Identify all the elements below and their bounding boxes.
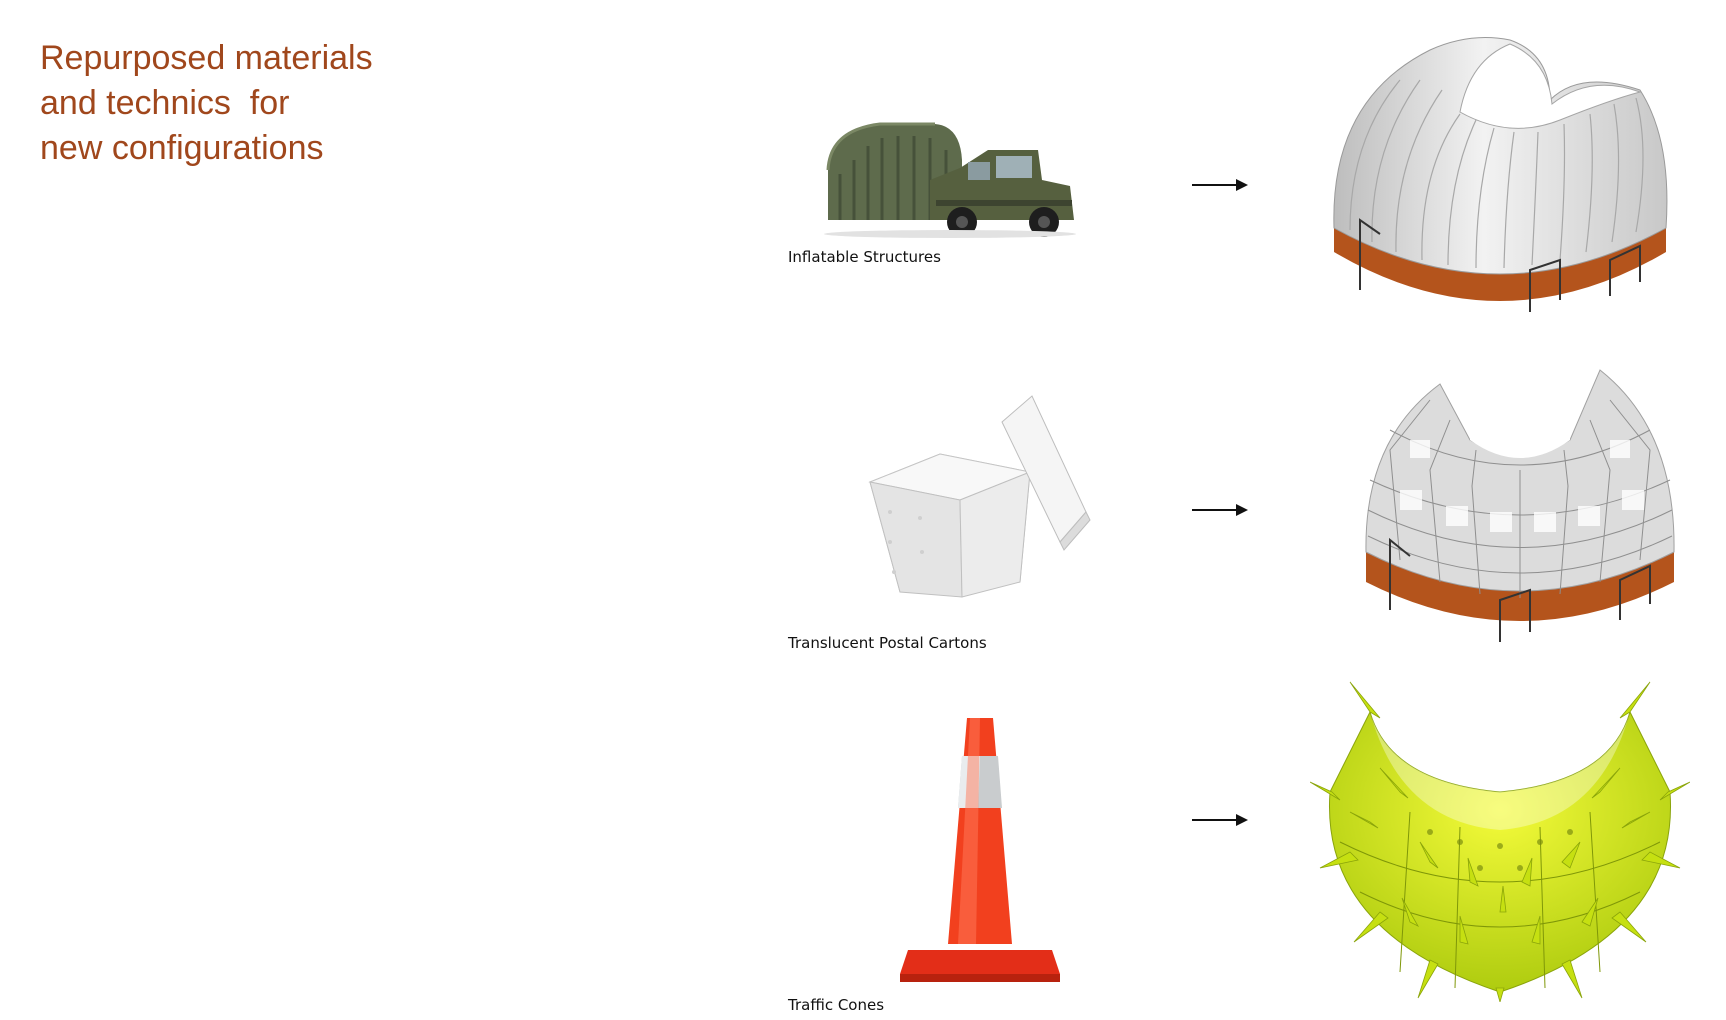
postal-carton-image: [860, 392, 1100, 602]
right-arrow-icon: [1192, 810, 1248, 830]
title-line-3: new configurations: [40, 129, 324, 167]
traffic-cone-image: [900, 712, 1060, 988]
title-line-1: Repurposed materials: [40, 39, 373, 77]
caption-traffic-cones: Traffic Cones: [788, 996, 885, 1014]
spiked-cone-shell-image: [1310, 672, 1690, 1002]
right-arrow-icon: [1192, 175, 1248, 195]
page-title: [40, 36, 560, 171]
carton-dome-image: [1360, 360, 1680, 660]
caption-translucent-postal-cartons: Translucent Postal Cartons: [788, 634, 987, 652]
caption-inflatable-structures: Inflatable Structures: [788, 248, 941, 266]
military-vehicle-image: [820, 110, 1080, 240]
title-line-2: and technics for: [40, 84, 290, 122]
right-arrow-icon: [1192, 500, 1248, 520]
white-ribbed-dome-image: [1320, 20, 1680, 330]
